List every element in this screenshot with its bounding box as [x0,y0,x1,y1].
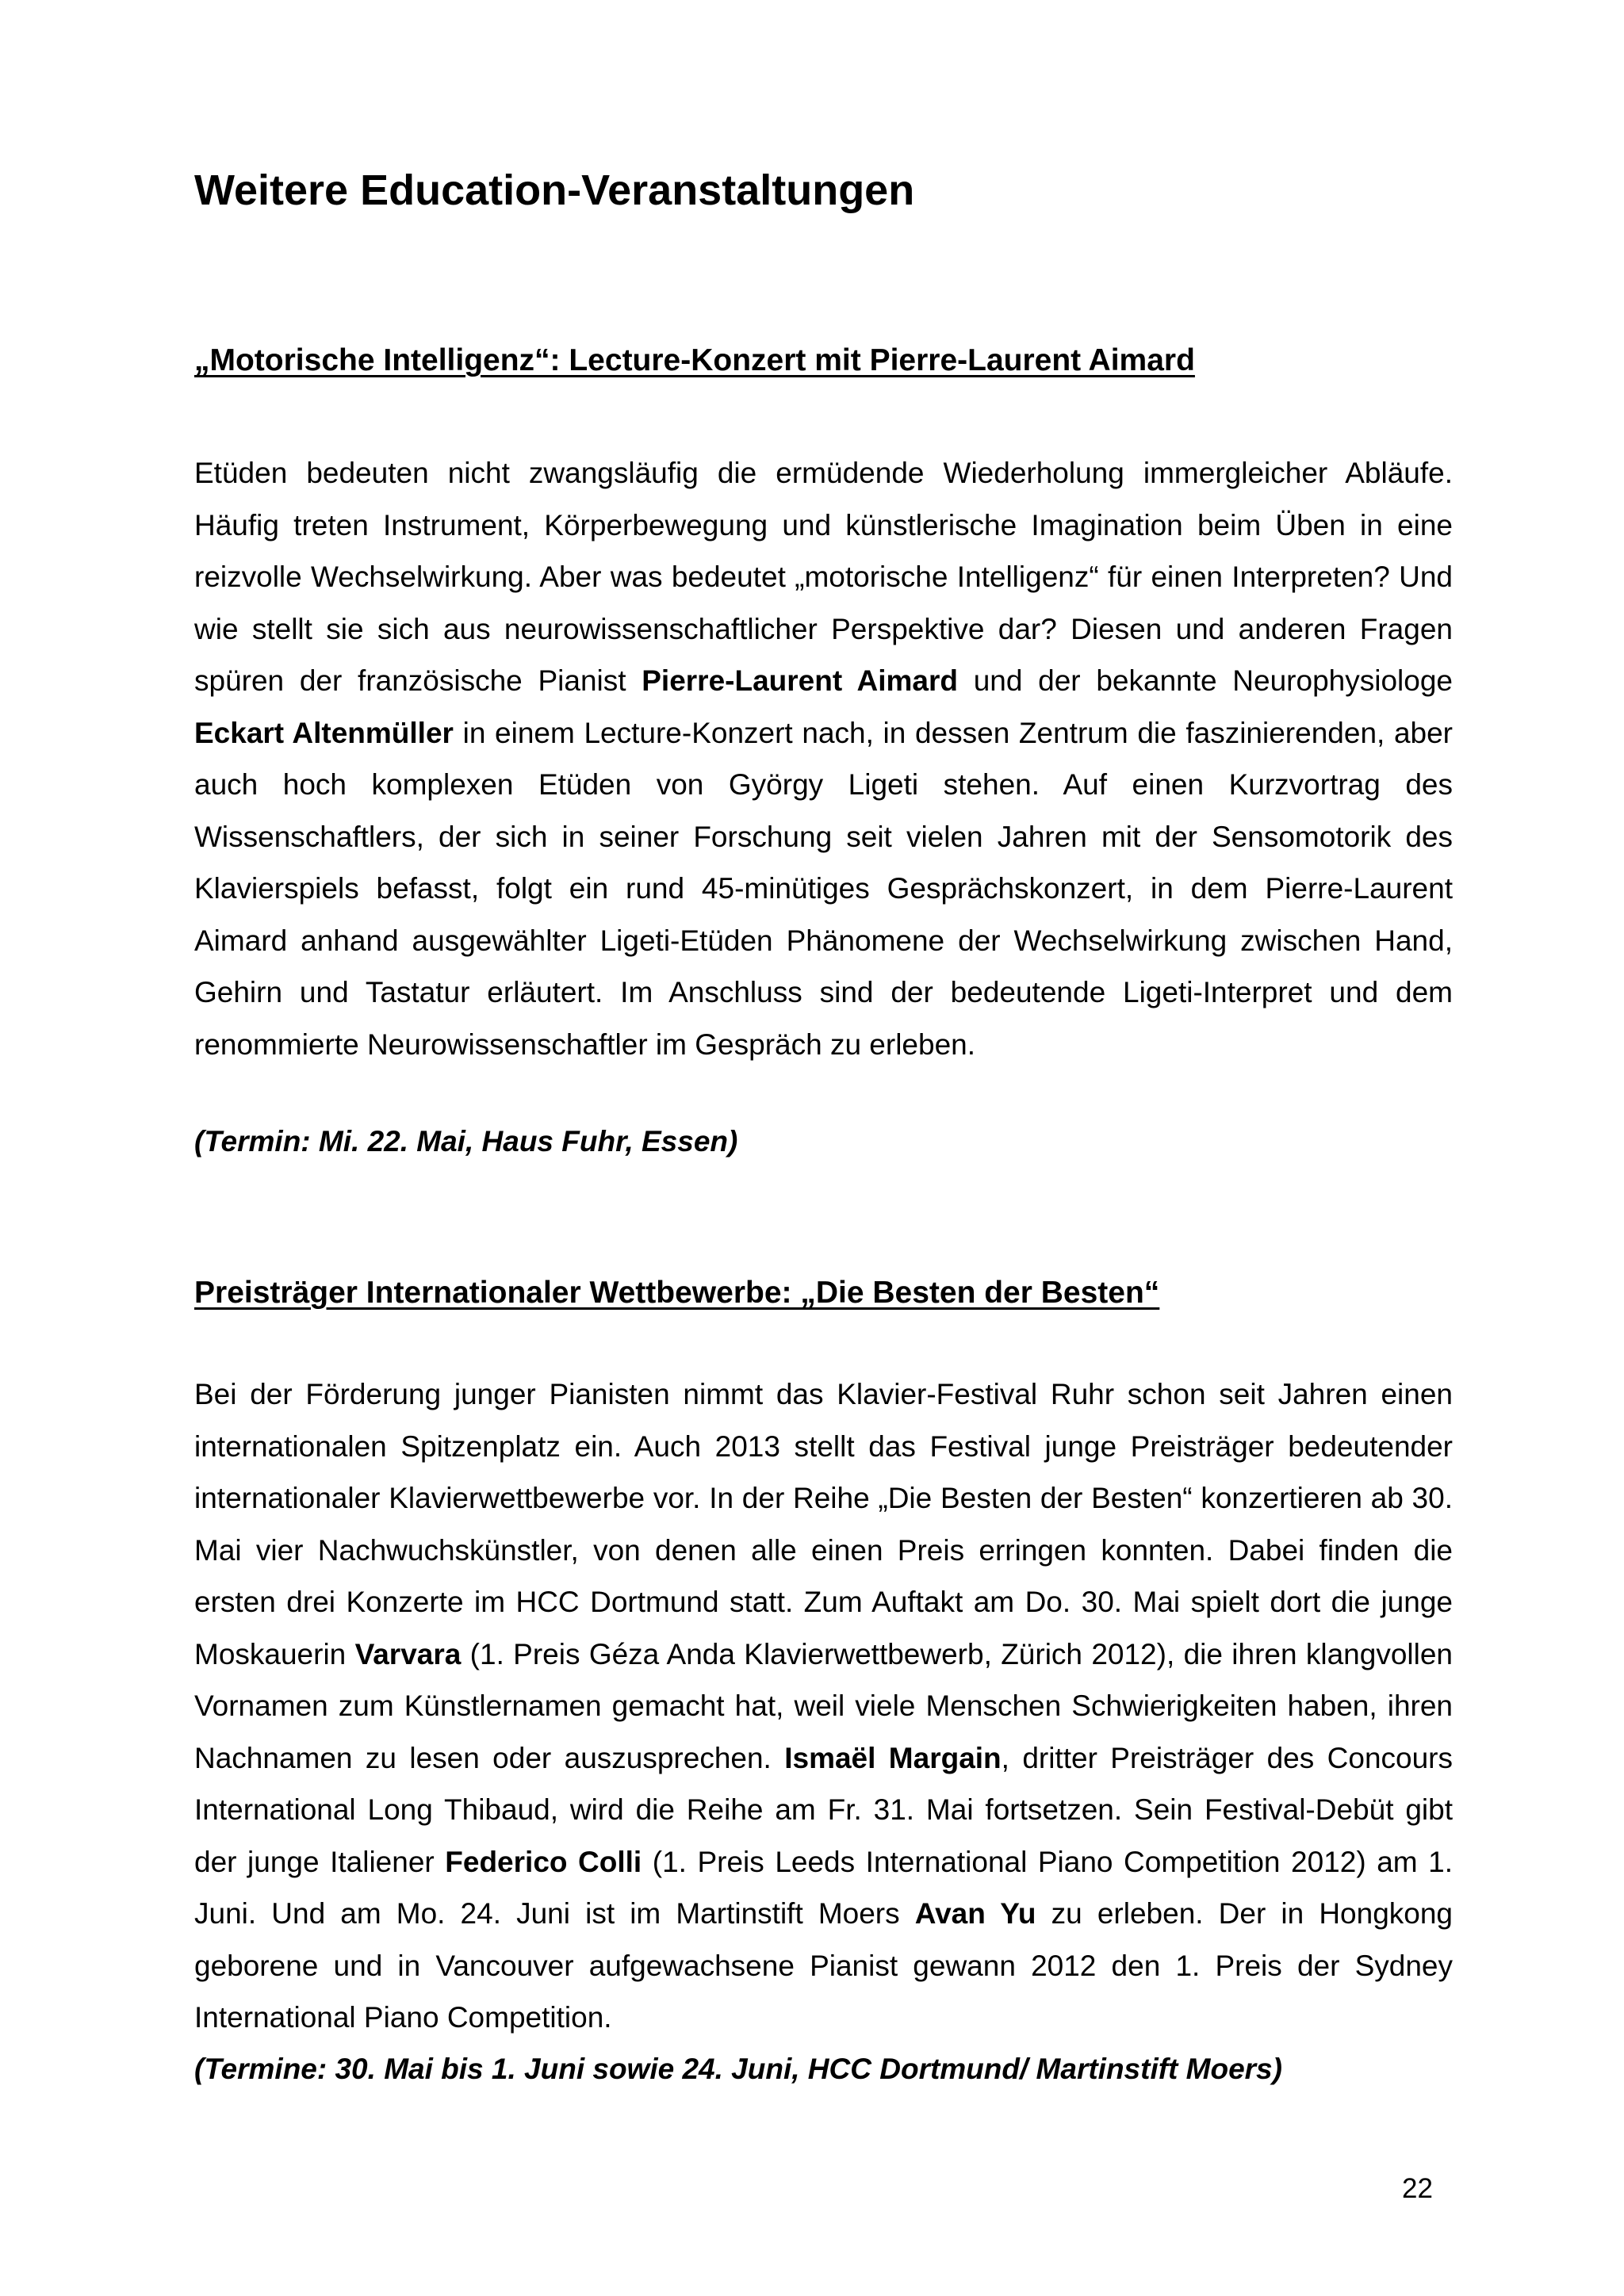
paragraph-text: (1. Preis Géza Anda Klavierwettbewerb, Zürich 2012), die ihren klangvollen Vornamen zum Künstlernamen gemacht hat, weil viele Menschen Schwierigkeiten haben, ihren Nachnamen zu lesen oder auszusprechen. [194,1637,1454,1774]
paragraph-text: in einem Lecture-Konzert nach, in dessen Zentrum die faszinierenden, aber auch hoch komplexen Etüden von György Ligeti stehen. Auf einen Kurzvortrag des Wissenschaftlers, der sich in seiner Forschung seit vielen Jahren mit der Sensomotorik des Klavierspiels befasst, folgt ein rund 45-minütiges Gesprächskonzert, in dem Pierre-Laurent Aimard anhand ausgewählter Ligeti-Etüden Phänomene der Wechselwirkung zwischen Hand, Gehirn und Tastatur erläutert. Im Anschluss sind der bedeutende Ligeti-Interpret und dem renommierte Neurowissenschaftler im Gespräch zu erleben. [194,716,1453,1061]
scientist-name: Eckart Altenmüller [194,716,454,749]
paragraph-text: Etüden bedeuten nicht zwangsläufig die ermüdende Wiederholung immergleicher Abläufe. Häufig treten Instrument, Körperbewegung und künstlerische Imagination beim Üben in eine reizvolle Wechselwirkung. Aber was bedeutet „motorische Intelligenz“ für einen Interpreten? Und wie stellt sie sich aus neurowissenschaftlicher Perspektive dar? Diesen und anderen Fragen spüren der französische Pianist [194,457,1453,697]
section-paragraph-lecture-concert [194,447,1453,1070]
performer-name: Varvara [354,1637,462,1670]
page-title: Weitere Education-Veranstaltungen [194,166,915,214]
paragraph-text: (1. Preis Leeds International Piano Competition 2012) am 1. Juni. Und am Mo. 24. Juni ist im Martinstift Moers [194,1845,1453,1930]
paragraph-text: und der bekannte Neurophysiologe [957,664,1453,697]
section-heading-competition-winners: Preisträger Internationaler Wettbewerbe: „Die Besten der Besten“ [194,1276,1160,1310]
paragraph-text: zu erleben. Der in Hongkong geborene und in Vancouver aufgewachsene Pianist gewann 2012 den 1. Preis der Sydney International Piano Competition. [194,1897,1454,2034]
paragraph-text: , dritter Preisträger des Concours International Long Thibaud, wird die Reihe am Fr. 31. Mai fortsetzen. Sein Festival-Debüt gibt der junge Italiener [194,1741,1453,1878]
section-heading-lecture-concert: „Motorische Intelligenz“: Lecture-Konzert mit Pierre-Laurent Aimard [194,343,1195,377]
performer-name: Pierre-Laurent Aimard [642,664,958,697]
section-paragraph-competition-winners [194,1368,1453,2044]
performer-name: Avan Yu [914,1897,1036,1930]
page-number: 22 [1402,2173,1433,2204]
performer-name: Federico Colli [445,1845,642,1878]
appointment-info-competition-winners: (Termine: 30. Mai bis 1. Juni sowie 24. Juni, HCC Dortmund/ Martinstift Moers) [194,2053,1282,2085]
appointment-info-lecture-concert: (Termin: Mi. 22. Mai, Haus Fuhr, Essen) [194,1125,738,1158]
performer-name: Ismaël Margain [784,1741,1002,1774]
paragraph-text: Bei der Förderung junger Pianisten nimmt das Klavier-Festival Ruhr schon seit Jahren einen internationalen Spitzenplatz ein. Auch 2013 stellt das Festival junge Preisträger bedeutender internationaler Klavierwettbewerbe vor. In der Reihe „Die Besten der Besten“ konzertieren ab 30. Mai vier Nachwuchskünstler, von denen alle einen Preis erringen konnten. Dabei finden die ersten drei Konzerte im HCC Dortmund statt. Zum Auftakt am Do. 30. Mai spielt dort die junge Moskauerin [194,1378,1453,1670]
